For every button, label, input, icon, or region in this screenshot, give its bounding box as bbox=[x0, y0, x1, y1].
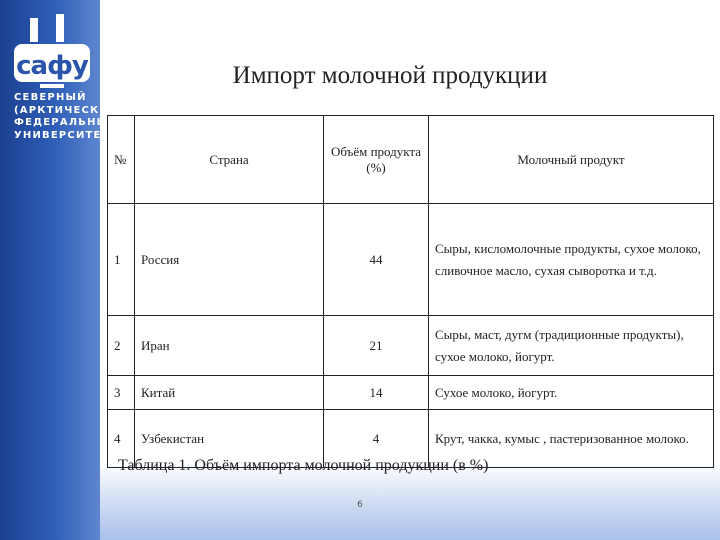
svg-text:сафу: сафу bbox=[16, 51, 88, 81]
university-name-line: УНИВЕРСИТЕТ bbox=[14, 129, 110, 141]
university-name-line: СЕВЕРНЫЙ bbox=[14, 92, 87, 103]
table-caption: Таблица 1. Объём импорта молочной продукции (в %) bbox=[118, 457, 489, 474]
cell-volume: 14 bbox=[324, 376, 429, 410]
cell-volume: 4 bbox=[324, 410, 429, 468]
table-row bbox=[108, 376, 714, 410]
cell-country: Китай bbox=[135, 376, 324, 410]
cell-country: Россия bbox=[135, 204, 324, 316]
page-number: 6 bbox=[357, 500, 363, 510]
table-row bbox=[108, 204, 714, 316]
cell-num: 4 bbox=[108, 410, 135, 468]
cell-product: Крут, чакка, кумыс , пастеризованное молоко. bbox=[429, 410, 714, 468]
university-name-line: (АРКТИЧЕСКИЙ) bbox=[14, 104, 125, 116]
cell-num: 1 bbox=[108, 204, 135, 316]
table-row bbox=[108, 316, 714, 376]
cell-country: Иран bbox=[135, 316, 324, 376]
university-logo-icon bbox=[10, 14, 94, 94]
header-product: Молочный продукт bbox=[429, 116, 714, 204]
cell-product: Сухое молоко, йогурт. bbox=[429, 376, 714, 410]
cell-country: Узбекистан bbox=[135, 410, 324, 468]
import-table bbox=[107, 115, 714, 468]
header-num: № bbox=[108, 116, 135, 204]
header-country: Страна bbox=[135, 116, 324, 204]
table-header-row bbox=[108, 116, 714, 204]
cell-num: 2 bbox=[108, 316, 135, 376]
university-name bbox=[14, 92, 125, 142]
cell-volume: 21 bbox=[324, 316, 429, 376]
university-name-line: ФЕДЕРАЛЬНЫЙ bbox=[14, 117, 118, 128]
cell-product: Сыры, маст, дугм (традиционные продукты), сухое молоко, йогурт. bbox=[429, 316, 714, 376]
cell-volume: 44 bbox=[324, 204, 429, 316]
cell-num: 3 bbox=[108, 376, 135, 410]
page-title: Импорт молочной продукции bbox=[232, 62, 548, 89]
header-volume: Объём продукта (%) bbox=[324, 116, 429, 204]
cell-product: Сыры, кисломолочные продукты, сухое молоко, сливочное масло, сухая сыворотка и т.д. bbox=[429, 204, 714, 316]
